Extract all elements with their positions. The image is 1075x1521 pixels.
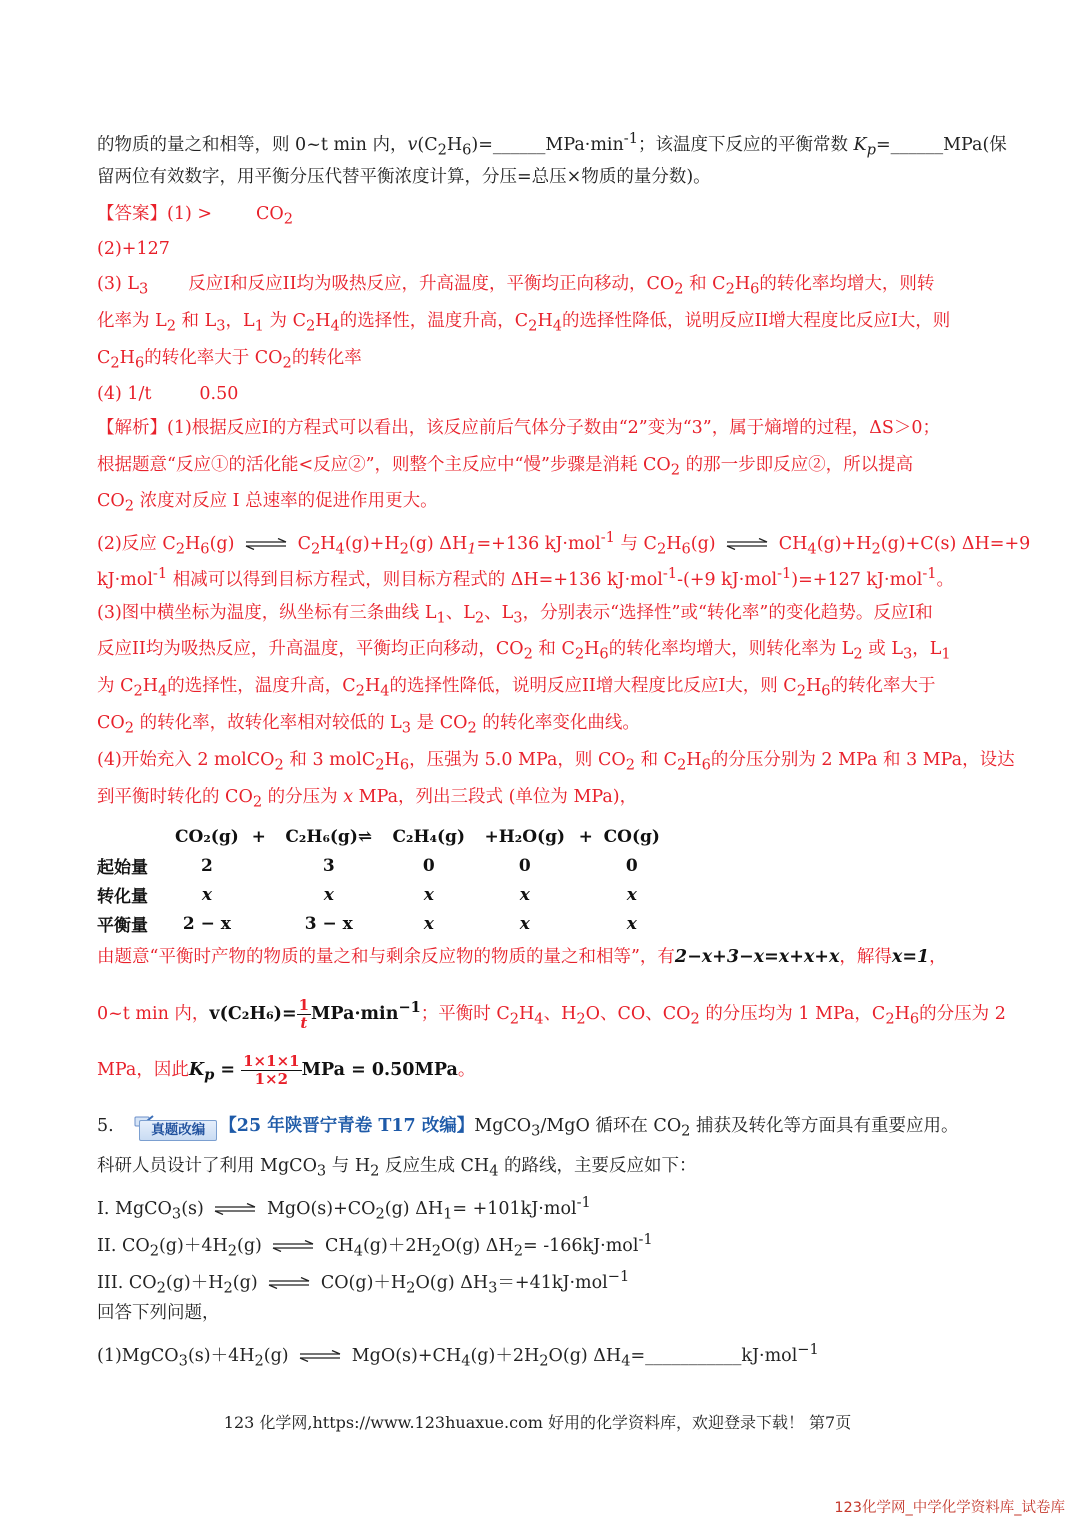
analysis-line: (3)图中横坐标为温度，纵坐标有三条曲线 $L_1$、$L_2$、$L_3$，分别表示“选择性”或“转化率”的变化趋势。反应I和 — [97, 603, 933, 627]
table-cell: 0 — [625, 855, 638, 876]
table-cell: 0 — [422, 855, 435, 876]
answer-line: 【答案】$(1) > CO_2$ — [97, 204, 294, 228]
table-cell: 2 − x — [182, 913, 231, 934]
kp-fraction: $\frac{1\times 1\times 1}{1\times 2}$ — [243, 1051, 300, 1088]
table-row — [97, 909, 663, 938]
analysis-line: (4)开始充入 2 molCO$_2$ 和 3 $molC_2H_6$，压强为 5.0 MPa，则 $CO_2$ 和 $C_2H_6$的分压分别为 2 MPa 和 3 MPa，设达 — [97, 750, 1015, 774]
table-cell: x — [323, 884, 334, 905]
table-row — [97, 880, 663, 909]
table-cell: 3 — [322, 855, 335, 876]
table-cell: x — [626, 913, 637, 934]
table-header-row — [97, 822, 663, 851]
analysis-line: 根据题意“反应①的活化能<反应②”，则整个主反应中“慢”步骤是消耗 $CO_2$ 的那一步即反应②，所以提高 — [97, 455, 914, 479]
table-cell: 3 − x — [304, 913, 353, 934]
table-cell: x — [423, 884, 434, 905]
exam-adapted-badge: 真题改编 — [133, 1114, 217, 1140]
text-line: 留两位有效数字，用平衡分压代替平衡浓度计算，分压=总压×物质的量分数)。 — [97, 167, 711, 187]
row-label: 起始量 — [97, 858, 148, 878]
equilibrium-arrow-icon — [244, 538, 288, 550]
reaction-line: II. $CO_2(g)+4H_2(g)$ $CH_4(g)+2H_2O(g)$ $\Delta H_2= -166kJ\cdot mol^{-1}$ — [97, 1231, 653, 1260]
analysis-line: 到平衡时转化的 $CO_2$ 的分压为 x MPa，列出三段式 (单位为 MPa)， — [97, 787, 638, 811]
analysis-line: kJ·mol$^{-1}$ 相减可以得到目标方程式，则目标方程式的 ΔH=+136 kJ·mol$^{-1}$-(+9 kJ·mol$^{-1}$)=+127 kJ·mol$^{-1}$。 — [97, 565, 955, 590]
analysis-line: MPa，因此$K_p$ = $\frac{1\times 1\times 1}{1\times 2}$ MPa = 0.50MPa。 — [97, 1051, 476, 1088]
table-row — [97, 851, 663, 880]
rate-fraction: $\frac{1}{t}$ — [298, 995, 310, 1032]
table-cell: 2 — [200, 855, 213, 876]
reaction-line: I. MgCO$_3$(s) $MgO(s)+CO_2(g)$ $\Delta H_1= +101kJ\cdot mol^{-1}$ — [97, 1194, 591, 1223]
table-cell: x — [201, 884, 212, 905]
analysis-line: 【解析】(1)根据反应I的方程式可以看出，该反应前后气体分子数由“2”变为“3”，属于熵增的过程，ΔS＞0； — [97, 418, 941, 438]
text-line: 科研人员设计了利用 MgCO$_3$ 与 $H_2$ 反应生成 $CH_4$ 的路线，主要反应如下： — [97, 1156, 697, 1180]
table-cell: 0 — [518, 855, 531, 876]
row-label: 平衡量 — [97, 916, 148, 936]
equilibrium-arrow-icon — [271, 1240, 315, 1252]
answer-line: 化率为 $L_2$ 和 $L_3$，$L_1$ 为 $C_2H_4$的选择性，温度升高，$C_2H_4$的选择性降低，说明反应II增大程度比反应I大，则 — [97, 311, 951, 335]
equilibrium-arrow-icon — [298, 1350, 342, 1362]
table-header-cell: + — [251, 826, 266, 847]
analysis-line: $CO_2$ 浓度对反应 I 总速率的促进作用更大。 — [97, 491, 438, 515]
row-label: 转化量 — [97, 887, 148, 907]
text-line: 的物质的量之和相等，则 0~t min 内，$v(C_2H_6)=\_\_\_\_\_\_MPa\cdot\min^{-1}$；该温度下反应的平衡常数 $K_p=\_\_\_\_\_\_MPa$(保 — [97, 130, 1007, 159]
question-5-header: 5. 真题改编 【25 年陕晋宁青卷 T17 改编】MgCO$_3$/MgO 循环在 $CO_2$ 捕获及转化等方面具有重要应用。 — [97, 1112, 959, 1140]
answer-line: $C_2H_6$的转化率大于 $CO_2$的转化率 — [97, 348, 362, 372]
table-cell: x — [519, 913, 530, 934]
equilibrium-arrow-icon — [213, 1203, 257, 1215]
answer-line: (3) $L_3$ 反应I和反应II均为吸热反应，升高温度，平衡均正向移动，$CO_2$ 和 $C_2H_6$的转化率均增大，则转 — [97, 274, 935, 298]
table-header-cell: C₂H₆(g)⇌ — [285, 826, 373, 847]
text-line: 回答下列问题， — [97, 1303, 220, 1323]
table-header-cell: CO(g) — [603, 826, 660, 847]
analysis-label: 【解析】 — [97, 418, 167, 438]
equilibrium-arrow-icon — [267, 1277, 311, 1289]
watermark-text: 123化学网_中学化学资料库_试卷库 — [834, 1500, 1065, 1516]
analysis-line: (2)反应 $C_2H_6(g)$ $C_2H_4(g)+H_2(g)$ $\Delta H_1=+136$ kJ·mol$^{-1}$ 与 $C_2H_6(g)$ $CH_4(g)+H_2(g)+C(s)$ ΔH=+9 — [97, 529, 1031, 558]
three-stage-table — [97, 822, 663, 938]
table-header-cell: + — [578, 826, 593, 847]
answer-line: (4) 1/t 0.50 — [97, 384, 239, 404]
table-cell: x — [519, 884, 530, 905]
table-header-cell: +H₂O(g) — [484, 826, 566, 847]
table-header-cell: CO₂(g) — [175, 826, 239, 847]
analysis-line: $CO_2$ 的转化率，故转化率相对较低的 $L_3$ 是 $CO_2$ 的转化率变化曲线。 — [97, 713, 640, 737]
reaction-line: III. $CO_2(g)+H_2(g)$ $CO(g)+H_2O(g)$ $\Delta H_3=+41kJ\cdot mol^{-1}$ — [97, 1268, 630, 1297]
answer-label: 【答案】 — [97, 204, 167, 224]
question-line: $(1)MgCO_3(s)+4H_2(g)$ $MgO(s)+CH_4(g)+2H_2O(g)$ $\Delta H_4=\_\_\_\_\_\_\_\_\_\_\_kJ\cdot mol^{-1}$ — [97, 1341, 819, 1370]
table-cell: x — [626, 884, 637, 905]
question-source: 【25 年陕晋宁青卷 T17 改编】 — [219, 1116, 475, 1136]
equilibrium-arrow-icon — [725, 538, 769, 550]
table-cell: x — [423, 913, 434, 934]
analysis-line: 反应II均为吸热反应，升高温度，平衡均正向移动，$CO_2$ 和 $C_2H_6$的转化率均增大，则转化率为 $L_2$ 或 $L_3$，$L_1$ — [97, 639, 951, 663]
analysis-line: 由题意“平衡时产物的物质的量之和与剩余反应物的物质的量之和相等”，有2−x+3−x=x+x+x，解得x=1， — [97, 947, 947, 967]
analysis-line: 为 $C_2H_4$的选择性，温度升高，$C_2H_4$的选择性降低，说明反应II增大程度比反应I大，则 $C_2H_6$的转化率大于 — [97, 676, 936, 700]
page-footer: 123 化学网,https://www.123huaxue.com 好用的化学资料库，欢迎登录下载！ 第7页 — [223, 1413, 852, 1432]
analysis-line: 0~t min 内，v(C₂H₆)= $\frac{1}{t}$ $MPa\cdot\min^{-1}$；平衡时 $C_2H_4$、$H_2O$、CO、$CO_2$ 的分压均为 1 MPa，$C_2H_6$的分压为 2 — [97, 995, 1006, 1032]
answer-line: (2)+127 — [97, 239, 170, 259]
table-header-cell: C₂H₄(g) — [392, 826, 465, 847]
